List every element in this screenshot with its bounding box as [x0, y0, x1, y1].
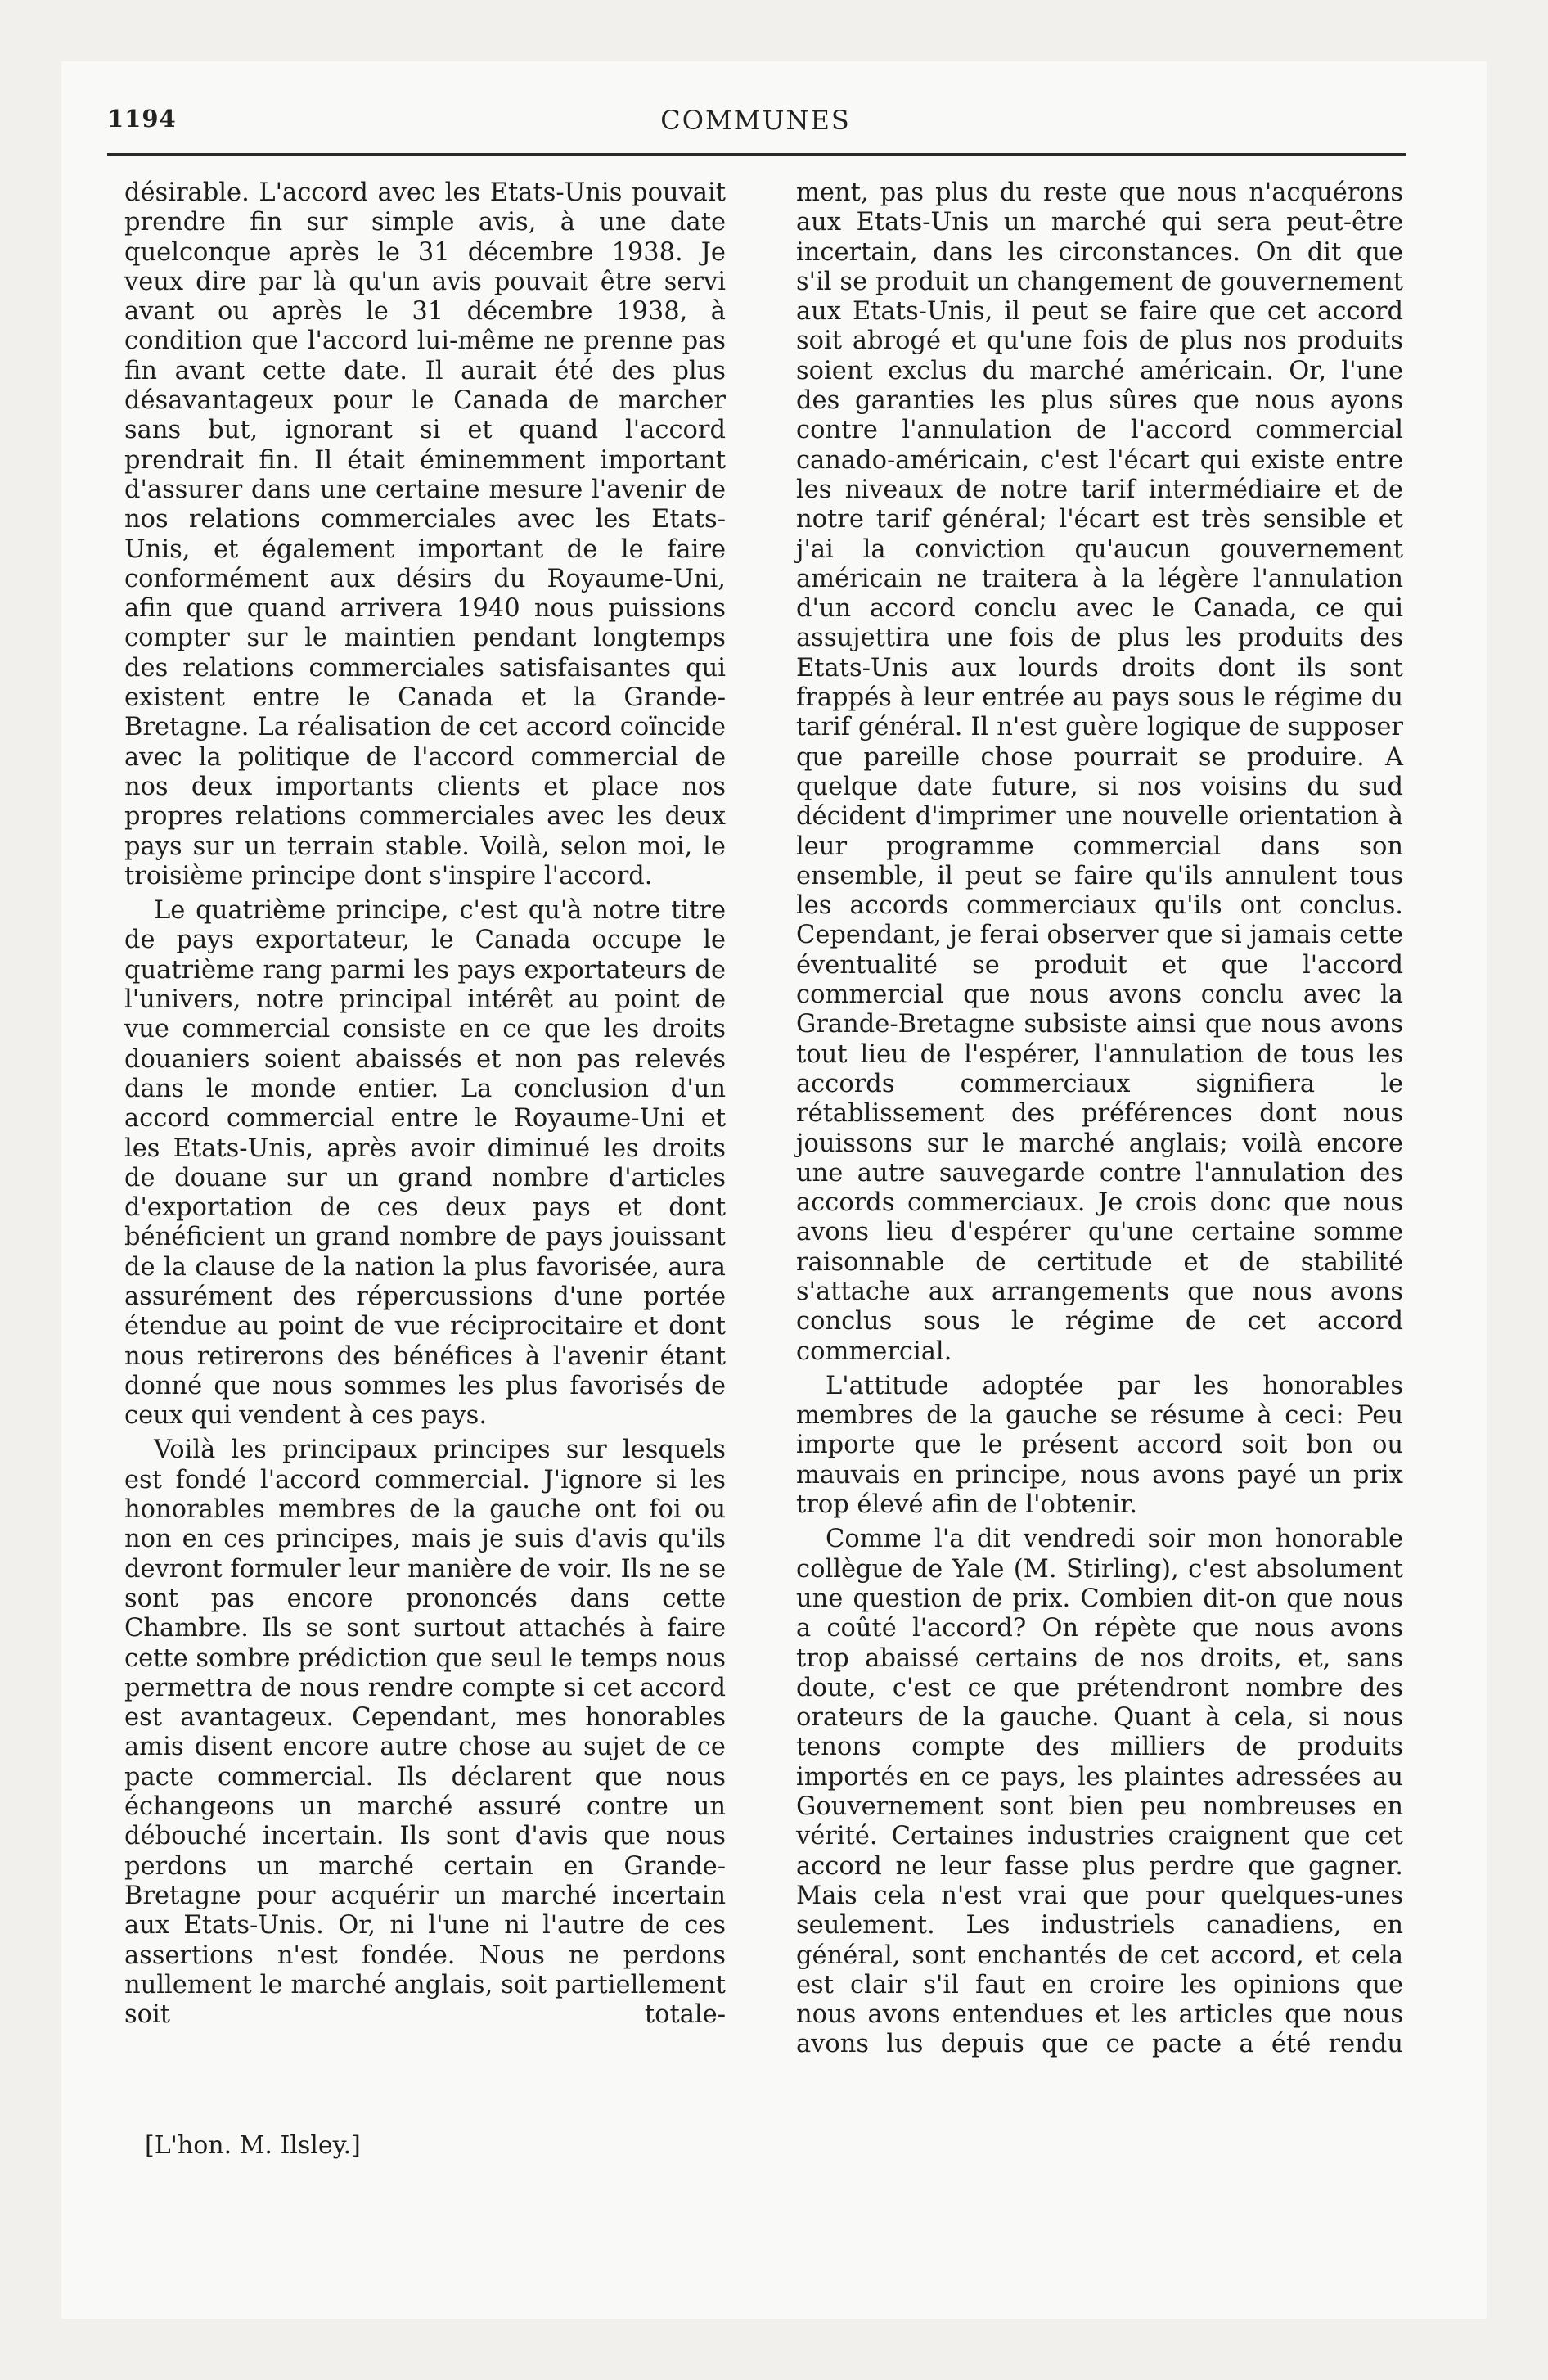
left-paragraph-3: Voilà les principaux principes sur lesquels est fondé l'accord commercial. J'ignore si les honorables membres de la gauche ont foi ou non en ces principes, mais je suis d'avis qu'ils devront formuler leur manière de voir. Ils ne se sont pas encore prononcés dans cette Chambre. Ils se sont surtout attachés à faire cette sombre prédiction que seul le temps nous permettra de nous rendre compte si cet accord est avantageux. Cependant, mes honorables amis disent encore autre chose au sujet de ce pacte commercial. Ils déclarent que nous échangeons un marché assuré contre un débouché incertain. Ils sont d'avis que nous perdons un marché certain en Grande-Bretagne pour acquérir un marché incertain aux Etats-Unis. Or, ni l'une ni l'autre de ces assertions n'est fondée. Nous ne perdons nullement le marché anglais, soit partiellement soit totale- — [124, 1436, 727, 2030]
running-head-title: COMMUNES — [660, 105, 851, 136]
left-paragraph-1: désirable. L'accord avec les Etats-Unis pouvait prendre fin sur simple avis, à une date quelconque après le 31 décembre 1938. Je veux dire par là qu'un avis pouvait être servi avant ou après le 31 décembre 1938, à condition que l'accord lui-même ne prenne pas fin avant cette date. Il aurait été des plus désavantageux pour le Canada de marcher sans but, ignorant si et quand l'accord prendrait fin. Il était éminemment important d'assurer dans une certaine mesure l'avenir de nos relations commerciales avec les Etats-Unis, et également important de le faire conformément aux désirs du Royaume-Uni, afin que quand arrivera 1940 nous puissions compter sur le maintien pendant longtemps des relations commerciales satisfaisantes qui existent entre le Canada et la Grande-Bretagne. La réalisation de cet accord coïncide avec la politique de l'accord commercial de nos deux importants clients et place nos propres relations commerciales avec les deux pays sur un terrain stable. Voilà, selon moi, le troisième principe dont s'inspire l'accord. — [124, 178, 726, 890]
right-paragraph-2: L'attitude adoptée par les honorables membres de la gauche se résume à ceci: Peu importe que le présent accord soit bon ou mauvais en principe, nous avons payé un prix trop élevé afin de l'obtenir. — [796, 1371, 1403, 1520]
page-header — [107, 105, 1404, 146]
right-paragraph-3: Comme l'a dit vendredi soir mon honorable collègue de Yale (M. Stirling), c'est absolument une question de prix. Combien dit-on que nous a coûté l'accord? On répète que nous avons trop abaissé certains de nos droits, et, sans doute, c'est ce que prétendront nombre des orateurs de la gauche. Quant à cela, si nous tenons compte des milliers de produits importés en ce pays, les plaintes adressées au Gouvernement sont bien peu nombreuses en vérité. Certaines industries craignent que cet accord ne leur fasse plus perdre que gagner. Mais cela n'est vrai que pour quelques-unes seulement. Les industriels canadiens, en général, sont enchantés de cet accord, et cela est clair s'il faut en croire les opinions que nous avons entendues et les articles que nous avons lus depuis que ce pacte a été rendu — [796, 1525, 1403, 2059]
left-column — [124, 178, 726, 2030]
right-paragraph-1: ment, pas plus du reste que nous n'acquérons aux Etats-Unis un marché qui sera peut-être incertain, dans les circonstances. On dit que s'il se produit un changement de gouvernement aux Etats-Unis, il peut se faire que cet accord soit abrogé et qu'une fois de plus nos produits soient exclus du marché américain. Or, l'une des garanties les plus sûres que nous ayons contre l'annulation de l'accord commercial canado-américain, c'est l'écart qui existe entre les niveaux de notre tarif intermédiaire et de notre tarif général; l'écart est très sensible et j'ai la conviction qu'aucun gouvernement américain ne traitera à la légère l'annulation d'un accord conclu avec le Canada, ce qui assujettira une fois de plus les produits des Etats-Unis aux lourds droits dont ils sont frappés à leur entrée au pays sous le régime du tarif général. Il n'est guère logique de supposer que pareille chose pourrait se produire. A quelque date future, si nos voisins du sud décident d'imprimer une nouvelle orientation à leur programme commercial dans son ensemble, il peut se faire qu'ils annulent tous les accords commerciaux qu'ils ont conclus. Cependant, je ferai observer que si jamais cette éventualité se produit et que l'accord commercial que nous avons conclu avec la Grande-Bretagne subsiste ainsi que nous avons tout lieu de l'espérer, l'annulation de tous les accords commerciaux signifiera le rétablissement des préférences dont nous jouissons sur le marché anglais; voilà encore une autre sauvegarde contre l'annulation des accords commerciaux. Je crois donc que nous avons lieu d'espérer qu'une certaine somme raisonnable de certitude et de stabilité s'attache aux arrangements que nous avons conclus sous le régime de cet accord commercial. — [796, 178, 1403, 1366]
page-number: 1194 — [107, 105, 177, 133]
speaker-attribution: [L'hon. M. Ilsley.] — [145, 2131, 361, 2160]
header-rule — [107, 153, 1406, 156]
right-column — [796, 178, 1403, 2060]
left-paragraph-2: Le quatrième principe, c'est qu'à notre titre de pays exportateur, le Canada occupe le quatrième rang parmi les pays exportateurs de l'univers, notre principal intérêt au point de vue commercial consiste en ce que les droits douaniers soient abaissés et non pas relevés dans le monde entier. La conclusion d'un accord commercial entre le Royaume-Uni et les Etats-Unis, après avoir diminué les droits de douane sur un grand nombre d'articles d'exportation de ces deux pays et dont bénéficient un grand nombre de pays jouissant de la clause de la nation la plus favorisée, aura assurément des répercussions d'une portée étendue au point de vue réciprocitaire et dont nous retirerons des bénéfices à l'avenir étant donné que nous sommes les plus favorisés de ceux qui vendent à ces pays. — [124, 896, 726, 1431]
